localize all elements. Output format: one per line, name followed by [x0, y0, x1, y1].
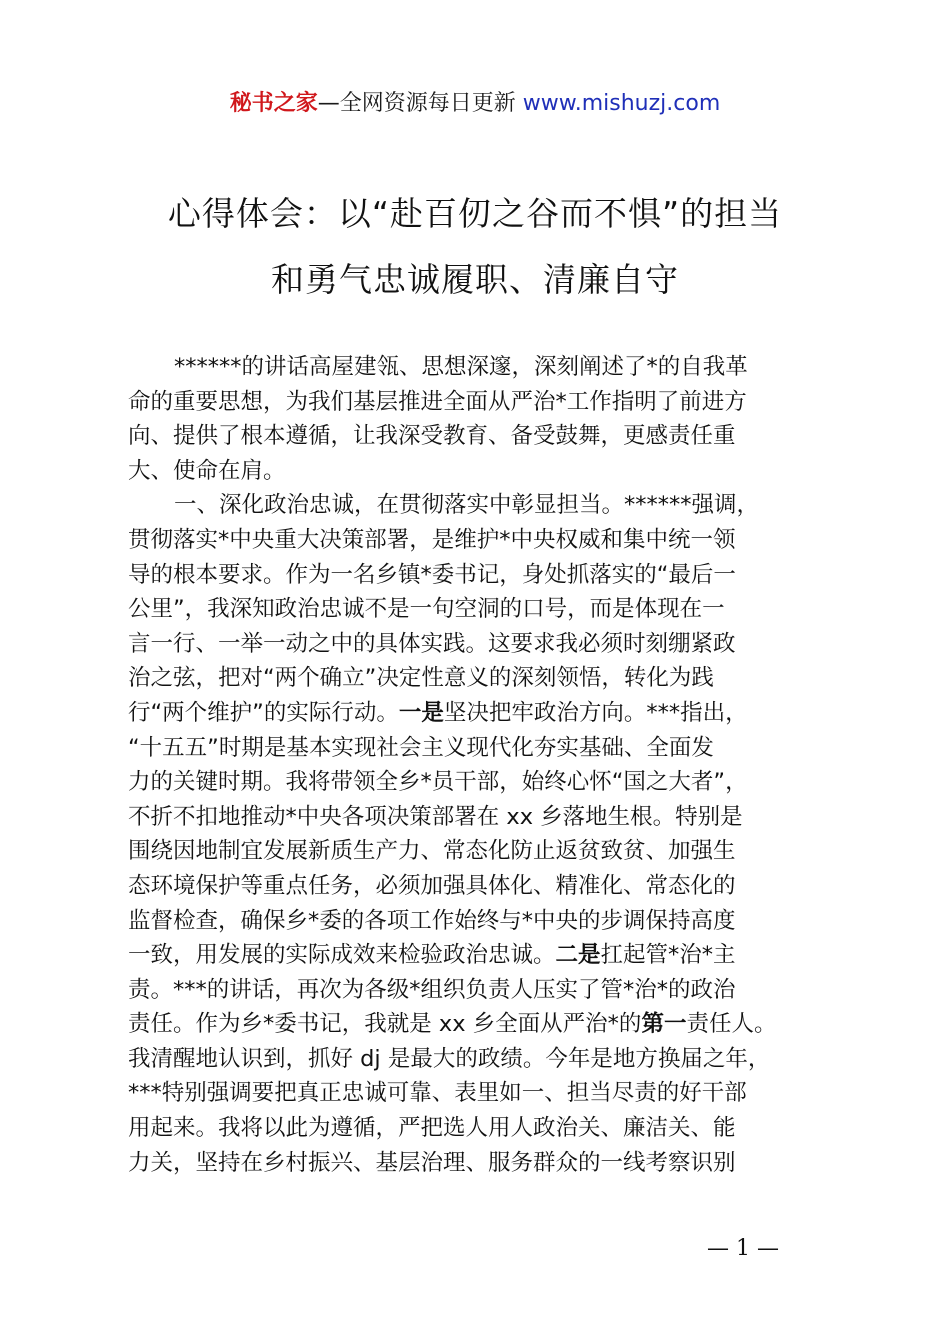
body-line	[128, 696, 838, 731]
body-line: 贯彻落实*中央重大决策部署，是维护*中央权威和集中统一领	[128, 526, 736, 553]
body-line: 命的重要思想，为我们基层推进全面从严治*工作指明了前进方	[128, 388, 747, 415]
body-line: 围绕因地制宜发展新质生产力、常态化防止返贫致贫、加强生	[128, 838, 736, 865]
site-url[interactable]: www.mishuzj.com	[522, 91, 721, 116]
body-line: 态环境保护等重点任务，必须加强具体化、精准化、常态化的	[128, 872, 736, 899]
body-line: 治之弦，把对“两个确立”决定性意义的深刻领悟，转化为践	[128, 665, 714, 692]
body-line: 大、使命在肩。	[128, 457, 286, 484]
body-text: 一致，用发展的实际成效来检验政治忠诚。	[128, 942, 556, 969]
body-line: 力的关键时期。我将带领全乡*员干部，始终心怀“国之大者”，	[128, 769, 748, 796]
body-line: 一、深化政治忠诚，在贯彻落实中彰显担当。******强调，	[174, 492, 760, 519]
body-line	[128, 1007, 838, 1042]
page-number: — 1 —	[707, 1236, 779, 1261]
body-line: ******的讲话高屋建瓴、思想深邃，深刻阐述了*的自我革	[174, 354, 748, 380]
body-line: 不折不扣地推动*中央各项决策部署在 xx 乡落地生根。特别是	[128, 803, 743, 830]
body-line: 责。***的讲话，再次为各级*组织负责人压实了管*治*的政治	[128, 976, 736, 1003]
body-line: 言一行、一举一动之中的具体实践。这要求我必须时刻绷紧政	[128, 630, 736, 657]
body-line: 监督检查，确保乡*委的各项工作始终与*中央的步调保持高度	[128, 907, 736, 934]
header-tagline: —全网资源每日更新	[317, 91, 523, 116]
body-line: 力关，坚持在乡村振兴、基层治理、服务群众的一线考察识别	[128, 1149, 736, 1176]
body-text: 坚决把牢政治方向。***指出，	[443, 699, 748, 726]
brand-name: 秘书之家	[229, 91, 318, 116]
body-line: 用起来。我将以此为遵循，严把选人用人政治关、廉洁关、能	[128, 1115, 736, 1142]
body-text: 行“两个维护”的实际行动。	[128, 699, 399, 726]
document-title-line-2: 和勇气忠诚履职、清廉自守	[271, 260, 679, 299]
body-line: 我清醒地认识到，抓好 dj 是最大的政绩。今年是地方换届之年，	[128, 1045, 771, 1072]
document-body	[128, 350, 838, 1180]
body-line: 向、提供了根本遵循，让我深受教育、备受鼓舞，更感责任重	[128, 423, 736, 450]
body-line	[128, 938, 838, 973]
body-text: 责任。作为乡*委书记，我就是 xx 乡全面从严治*的	[128, 1011, 642, 1038]
body-text: 责任人。	[686, 1011, 777, 1038]
bold-marker: 第一	[641, 1011, 687, 1038]
body-line: ***特别强调要把真正忠诚可靠、表里如一、担当尽责的好干部	[128, 1080, 747, 1107]
body-text: 扛起管*治*主	[600, 942, 736, 969]
document-title-line-1: 心得体会：以“赴百仞之谷而不惧”的担当	[167, 194, 783, 233]
body-line: 导的根本要求。作为一名乡镇*委书记，身处抓落实的“最后一	[128, 561, 736, 588]
site-header	[0, 88, 950, 120]
body-line: “十五五”时期是基本实现社会主义现代化夯实基础、全面发	[128, 734, 714, 761]
bold-marker: 一是	[398, 699, 444, 726]
body-line: 公里”，我深知政治忠诚不是一句空洞的口号，而是体现在一	[128, 596, 725, 623]
bold-marker: 二是	[555, 942, 601, 969]
